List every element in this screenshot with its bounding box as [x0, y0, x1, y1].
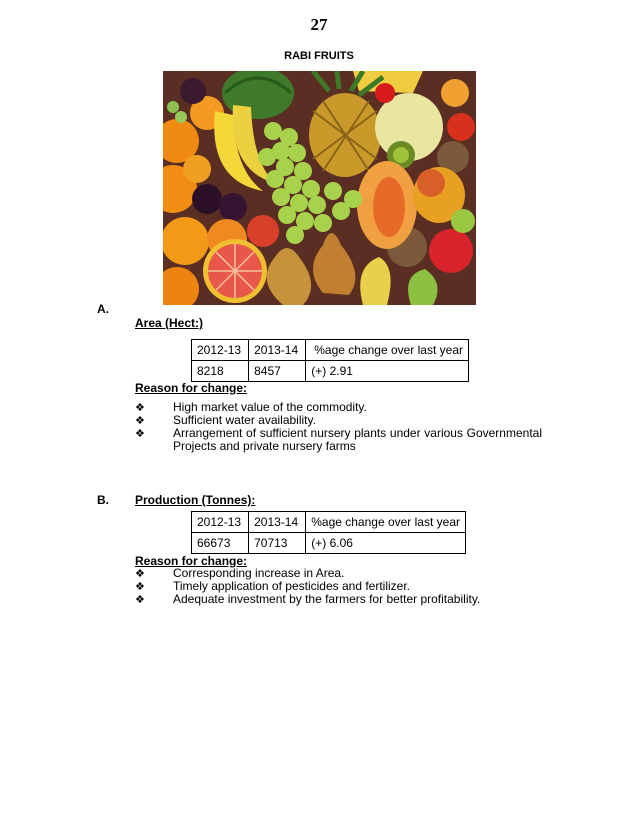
table-cell: 70713: [249, 533, 306, 554]
section-b-heading: Production (Tonnes):: [135, 493, 256, 507]
section-a-reason-list: [135, 401, 542, 453]
bullet-icon: ❖: [135, 593, 145, 606]
table-row: [192, 361, 469, 382]
bullet-icon: ❖: [135, 414, 145, 427]
production-table: [191, 511, 466, 554]
table-header-row: [192, 512, 466, 533]
table-header-row: [192, 340, 469, 361]
section-a-letter: A.: [97, 302, 109, 316]
table-header-cell: 2013-14: [249, 340, 306, 361]
bullet-icon: ❖: [135, 427, 145, 440]
section-b-reason-heading: Reason for change:: [135, 554, 248, 568]
bullet-icon: ❖: [135, 580, 145, 593]
area-table: [191, 339, 469, 382]
list-item: ❖ Adequate investment by the farmers for better profitability.: [135, 592, 481, 606]
bullet-icon: ❖: [135, 567, 145, 580]
table-header-cell: %age change over last year: [306, 512, 466, 533]
section-a-heading: Area (Hect:): [135, 316, 204, 330]
table-cell: 8457: [249, 361, 306, 382]
table-header-cell: 2012-13: [192, 340, 249, 361]
list-item: ❖ Sufficient water availability.: [135, 413, 316, 427]
table-row: [192, 533, 466, 554]
table-cell: (+) 6.06: [306, 533, 466, 554]
page-title: RABI FRUITS: [284, 50, 354, 62]
bullet-icon: ❖: [135, 401, 145, 414]
section-b-letter: B.: [97, 493, 109, 507]
section-b-reason-list: [135, 567, 545, 606]
table-header-cell: 2012-13: [192, 512, 249, 533]
fruit-assortment-image: [163, 71, 476, 305]
list-item: ❖ High market value of the commodity.: [135, 400, 367, 414]
table-header-cell: %age change over last year: [306, 340, 469, 361]
table-header-cell: 2013-14: [249, 512, 306, 533]
page-number: 27: [310, 15, 328, 34]
list-item: ❖ Timely application of pesticides and fertilizer.: [135, 579, 410, 593]
list-item: ❖ Arrangement of sufficient nursery plants under various Governmental Projects and private nursery farms: [135, 426, 542, 453]
table-cell: (+) 2.91: [306, 361, 469, 382]
table-cell: 8218: [192, 361, 249, 382]
table-cell: 66673: [192, 533, 249, 554]
section-a-reason-heading: Reason for change:: [135, 381, 248, 395]
list-item: ❖ Corresponding increase in Area.: [135, 566, 345, 580]
